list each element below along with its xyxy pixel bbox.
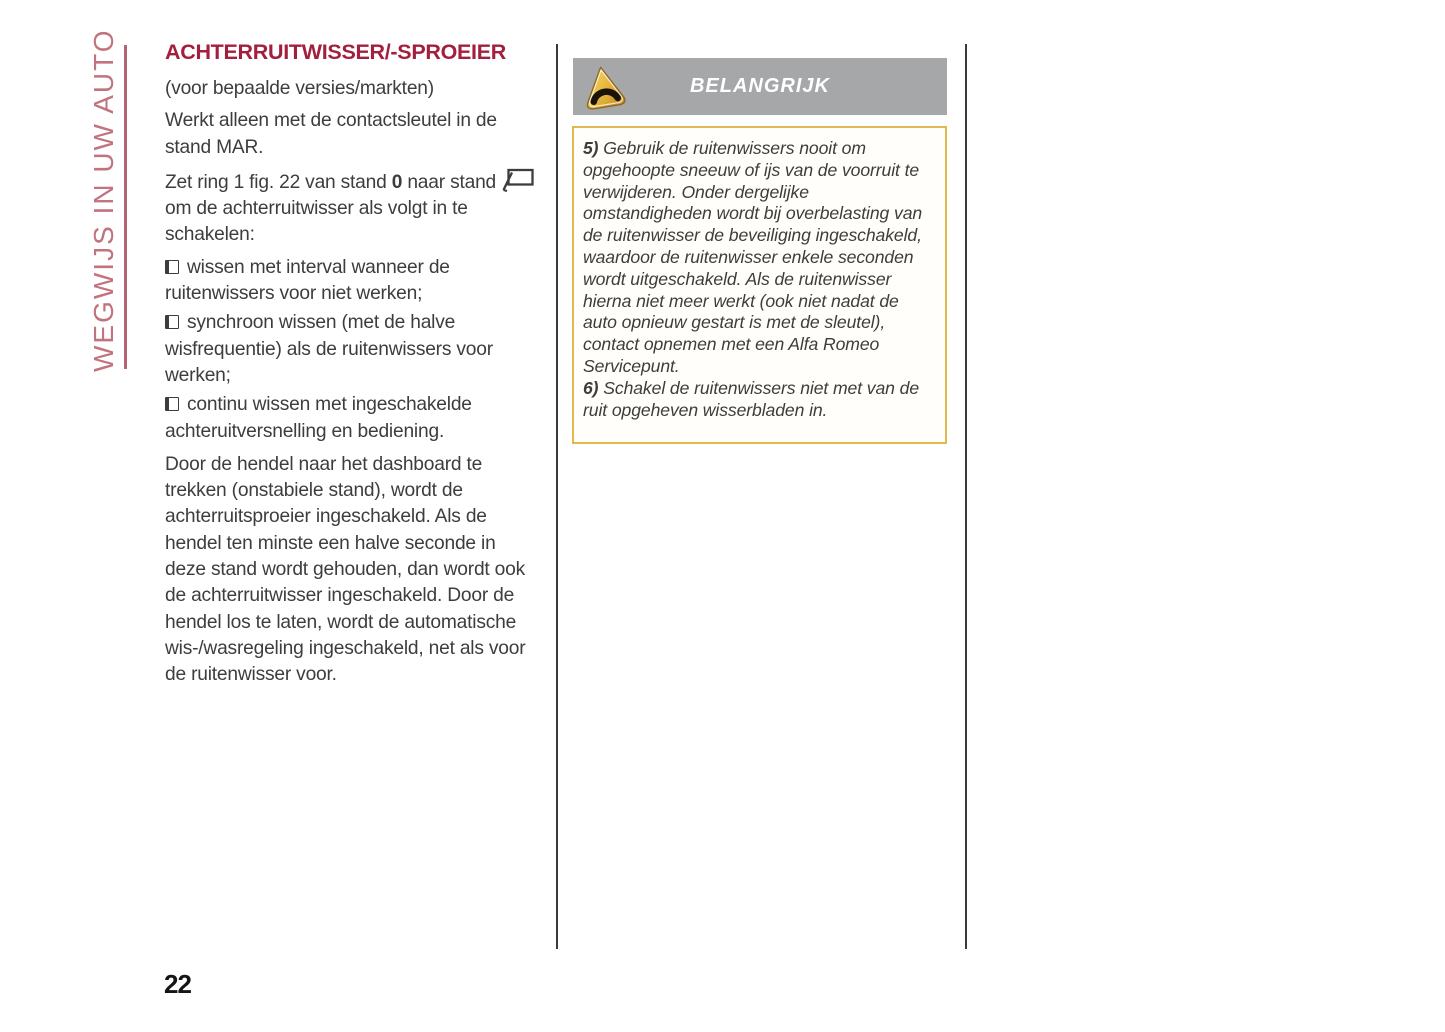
article-column bbox=[165, 40, 539, 695]
bullet-item bbox=[165, 392, 539, 445]
chapter-label: WEGWIJS IN UW AUTO bbox=[88, 28, 119, 372]
article-heading: ACHTERRUITWISSER/-SPROEIER bbox=[165, 40, 506, 64]
important-notes-box bbox=[572, 126, 947, 444]
column-divider-right bbox=[965, 44, 967, 949]
article-intro: Werkt alleen met de contactsleutel in de stand MAR. bbox=[165, 110, 497, 158]
note-item bbox=[583, 138, 936, 378]
note-number: 5) bbox=[583, 138, 604, 158]
article-body: Door de hendel naar het dashboard te trekken (onstabiele stand), wordt de achterruitsproeier ingeschakeld. Als de hendel ten minste een halve seconde in deze stand wordt gehouden, dan wordt ook de achterruitwisser ingeschakeld. Door de hendel los te laten, wordt de automatische wis-/wasregeling ingeschakeld, net als voor de ruitenwisser voor. bbox=[165, 453, 526, 686]
bullet-text: continu wissen met ingeschakelde achteruitversnelling en bediening. bbox=[165, 394, 472, 442]
page-number: 22 bbox=[164, 969, 191, 999]
article-subheading: (voor bepaalde versies/markten) bbox=[165, 78, 434, 99]
note-number: 6) bbox=[583, 377, 604, 398]
square-bullet-icon bbox=[165, 260, 179, 274]
article-zet-ring-paragraph bbox=[165, 167, 539, 249]
column-divider-left bbox=[556, 44, 558, 949]
bullet-item bbox=[165, 255, 539, 308]
rear-wiper-icon bbox=[501, 167, 535, 192]
zet-ring-mid: naar stand bbox=[402, 171, 502, 193]
note-text: Schakel de ruitenwissers niet met van de ruit opgeheven wisserbladen in. bbox=[583, 377, 920, 420]
bullet-item bbox=[165, 310, 539, 389]
chapter-rule bbox=[124, 45, 127, 369]
bullet-text: wissen met interval wanneer de ruitenwissers voor niet werken; bbox=[165, 256, 450, 305]
zet-ring-post: om de achterruitwisser als volgt in te schakelen: bbox=[165, 198, 468, 246]
zet-ring-position-0: 0 bbox=[391, 171, 403, 193]
square-bullet-icon bbox=[165, 315, 179, 329]
important-banner-title: BELANGRIJK bbox=[689, 75, 830, 97]
important-banner bbox=[573, 58, 947, 115]
square-bullet-icon bbox=[165, 397, 179, 411]
note-item bbox=[583, 378, 936, 422]
bullet-text: synchroon wissen (met de halve wisfrequentie) als de ruitenwissers voor werken; bbox=[165, 312, 493, 386]
note-text: Gebruik de ruitenwissers nooit om opgehoopte sneeuw of ijs van de voorruit te verwijderen. Onder dergelijke omstandigheden wordt bij overbelasting van de ruitenwisser de beveiliging ingeschakeld, waardoor de ruitenwisser enkele seconden wordt uitgeschakeld. Als de ruitenwisser hierna niet meer werkt (ook niet nadat de auto opnieuw gestart is met de sleutel), contact opnemen met een Alfa Romeo Servicepunt. bbox=[583, 138, 923, 376]
zet-ring-pre: Zet ring 1 fig. 22 van stand bbox=[165, 171, 392, 193]
